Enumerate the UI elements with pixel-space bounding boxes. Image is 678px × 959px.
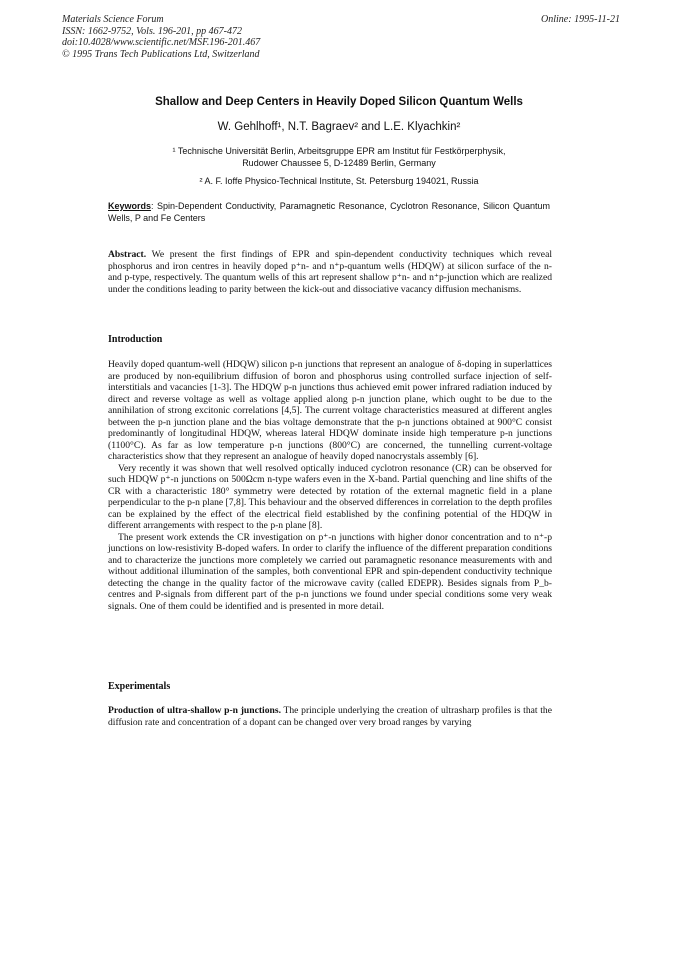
introduction-heading: Introduction [108, 334, 163, 345]
intro-paragraph-2: Very recently it was shown that well resolved optically induced cyclotron resonance (CR) can be observed for such HDQW p⁺-n junctions on 500Ωcm n-type wafers even in the X-band. Partial quenching and line shifts of the CR with a characteristic 180° symmetry were detected by rotation of the external magnetic field in a plane perpendicular to the p-n plane [7,8]. This behaviour and the observed differences in correlation to the depth profiles can be explained by the effect of the electrical field established by the confining potential of the HDQW in different arrangements with respect to the p-n plane [8]. [108, 462, 552, 531]
intro-paragraph-3: The present work extends the CR investigation on p⁺-n junctions with higher donor concentration and to n⁺-p junctions on low-resistivity B-doped wafers. In order to clarify the influence of the different preparation conditions and to characterize the junctions more completely we carried out paramagnetic resonance measurements with and without additional illumination of the samples, both conventional EPR and spin-dependent conductivity technique detecting the change in the quality factor of the microwave cavity (called EDEPR). Besides signals from P_b-centres and P-signals from different part of the p-n junctions we found under special conditions some very weak signals. One of them could be identified and is presented in more detail. [108, 531, 552, 612]
keywords [108, 201, 550, 224]
journal-name: Materials Science Forum [62, 14, 164, 25]
paper-title: Shallow and Deep Centers in Heavily Doped Silicon Quantum Wells [155, 96, 523, 108]
doi-line: doi:10.4028/www.scientific.net/MSF.196-201.467 [62, 37, 261, 48]
keywords-list: : Spin-Dependent Conductivity, Paramagnetic Resonance, Cyclotron Resonance, Silicon Quantum Wells, P and Fe Centers [108, 201, 550, 223]
intro-paragraph-1: Heavily doped quantum-well (HDQW) silicon p-n junctions that represent an analogue of δ-doping in superlattices are produced by non-equilibrium diffusion of boron and phosphorus using controlled surface injection of self-interstitials and vacancies [1-3]. The HDQW p-n junctions thus achieved emit power infrared radiation induced by direct and reverse voltage as well as voltage applied along p-n junction plane, which ought to be due to the annihilation of strong excitonic correlations [4,5]. The current voltage characteristics measured at different angles between the p-n junction plane and the bias voltage demonstrate that the p-n junctions obtained at 900°C consist predominantly of longitudinal HDQW, whereas lateral HDQW dominate inside high temperature p-n junctions (1100°C). As far as low temperature p-n junctions (800°C) are concerned, the tunnelling current-voltage characteristics show that they represent an analogue of heavily doped nanocrystals assembly [6]. [108, 359, 552, 462]
introduction-body [108, 359, 552, 612]
affiliation-2: ² A. F. Ioffe Physico-Technical Institute, St. Petersburg 194021, Russia [199, 176, 479, 186]
exp-paragraph-1 [108, 705, 552, 728]
abstract-label: Abstract. [108, 249, 147, 260]
abstract-text: We present the first findings of EPR and spin-dependent conductivity techniques which reveal phosphorus and iron centres in heavily doped p⁺n- and n⁺p-quantum wells (HDQW) at silicon surface of the n- and p-type, respectively. The quantum wells of this art represent shallow p⁺n- and n⁺p-junction which are realized under the conditions leading to parity between the kick-out and dissociative vacancy diffusion mechanisms. [108, 249, 552, 295]
copyright-line: © 1995 Trans Tech Publications Ltd, Switzerland [62, 48, 260, 60]
experimentals-heading: Experimentals [108, 681, 171, 692]
exp-subheading: Production of ultra-shallow p-n junctions. [108, 705, 281, 716]
publication-info [62, 14, 260, 60]
affiliation-1 [0, 146, 678, 169]
issn-line: ISSN: 1662-9752, Vols. 196-201, pp 467-472 [62, 25, 242, 37]
keywords-label: Keywords [108, 201, 152, 211]
affiliation-1-line-2: Rudower Chaussee 5, D-12489 Berlin, Germany [242, 157, 436, 168]
abstract [108, 249, 552, 295]
affiliation-1-line-1: ¹ Technische Universität Berlin, Arbeitsgruppe EPR am Institut für Festkörperphysik, [172, 146, 506, 156]
exp-text: The principle underlying the creation of ultrasharp profiles is that the diffusion rate and concentration of a dopant can be changed over very broad ranges by varying [108, 705, 552, 728]
online-date: Online: 1995-11-21 [541, 14, 620, 25]
paper-authors: W. Gehlhoff¹, N.T. Bagraev² and L.E. Klyachkin² [217, 121, 461, 133]
experimentals-body [108, 705, 552, 728]
